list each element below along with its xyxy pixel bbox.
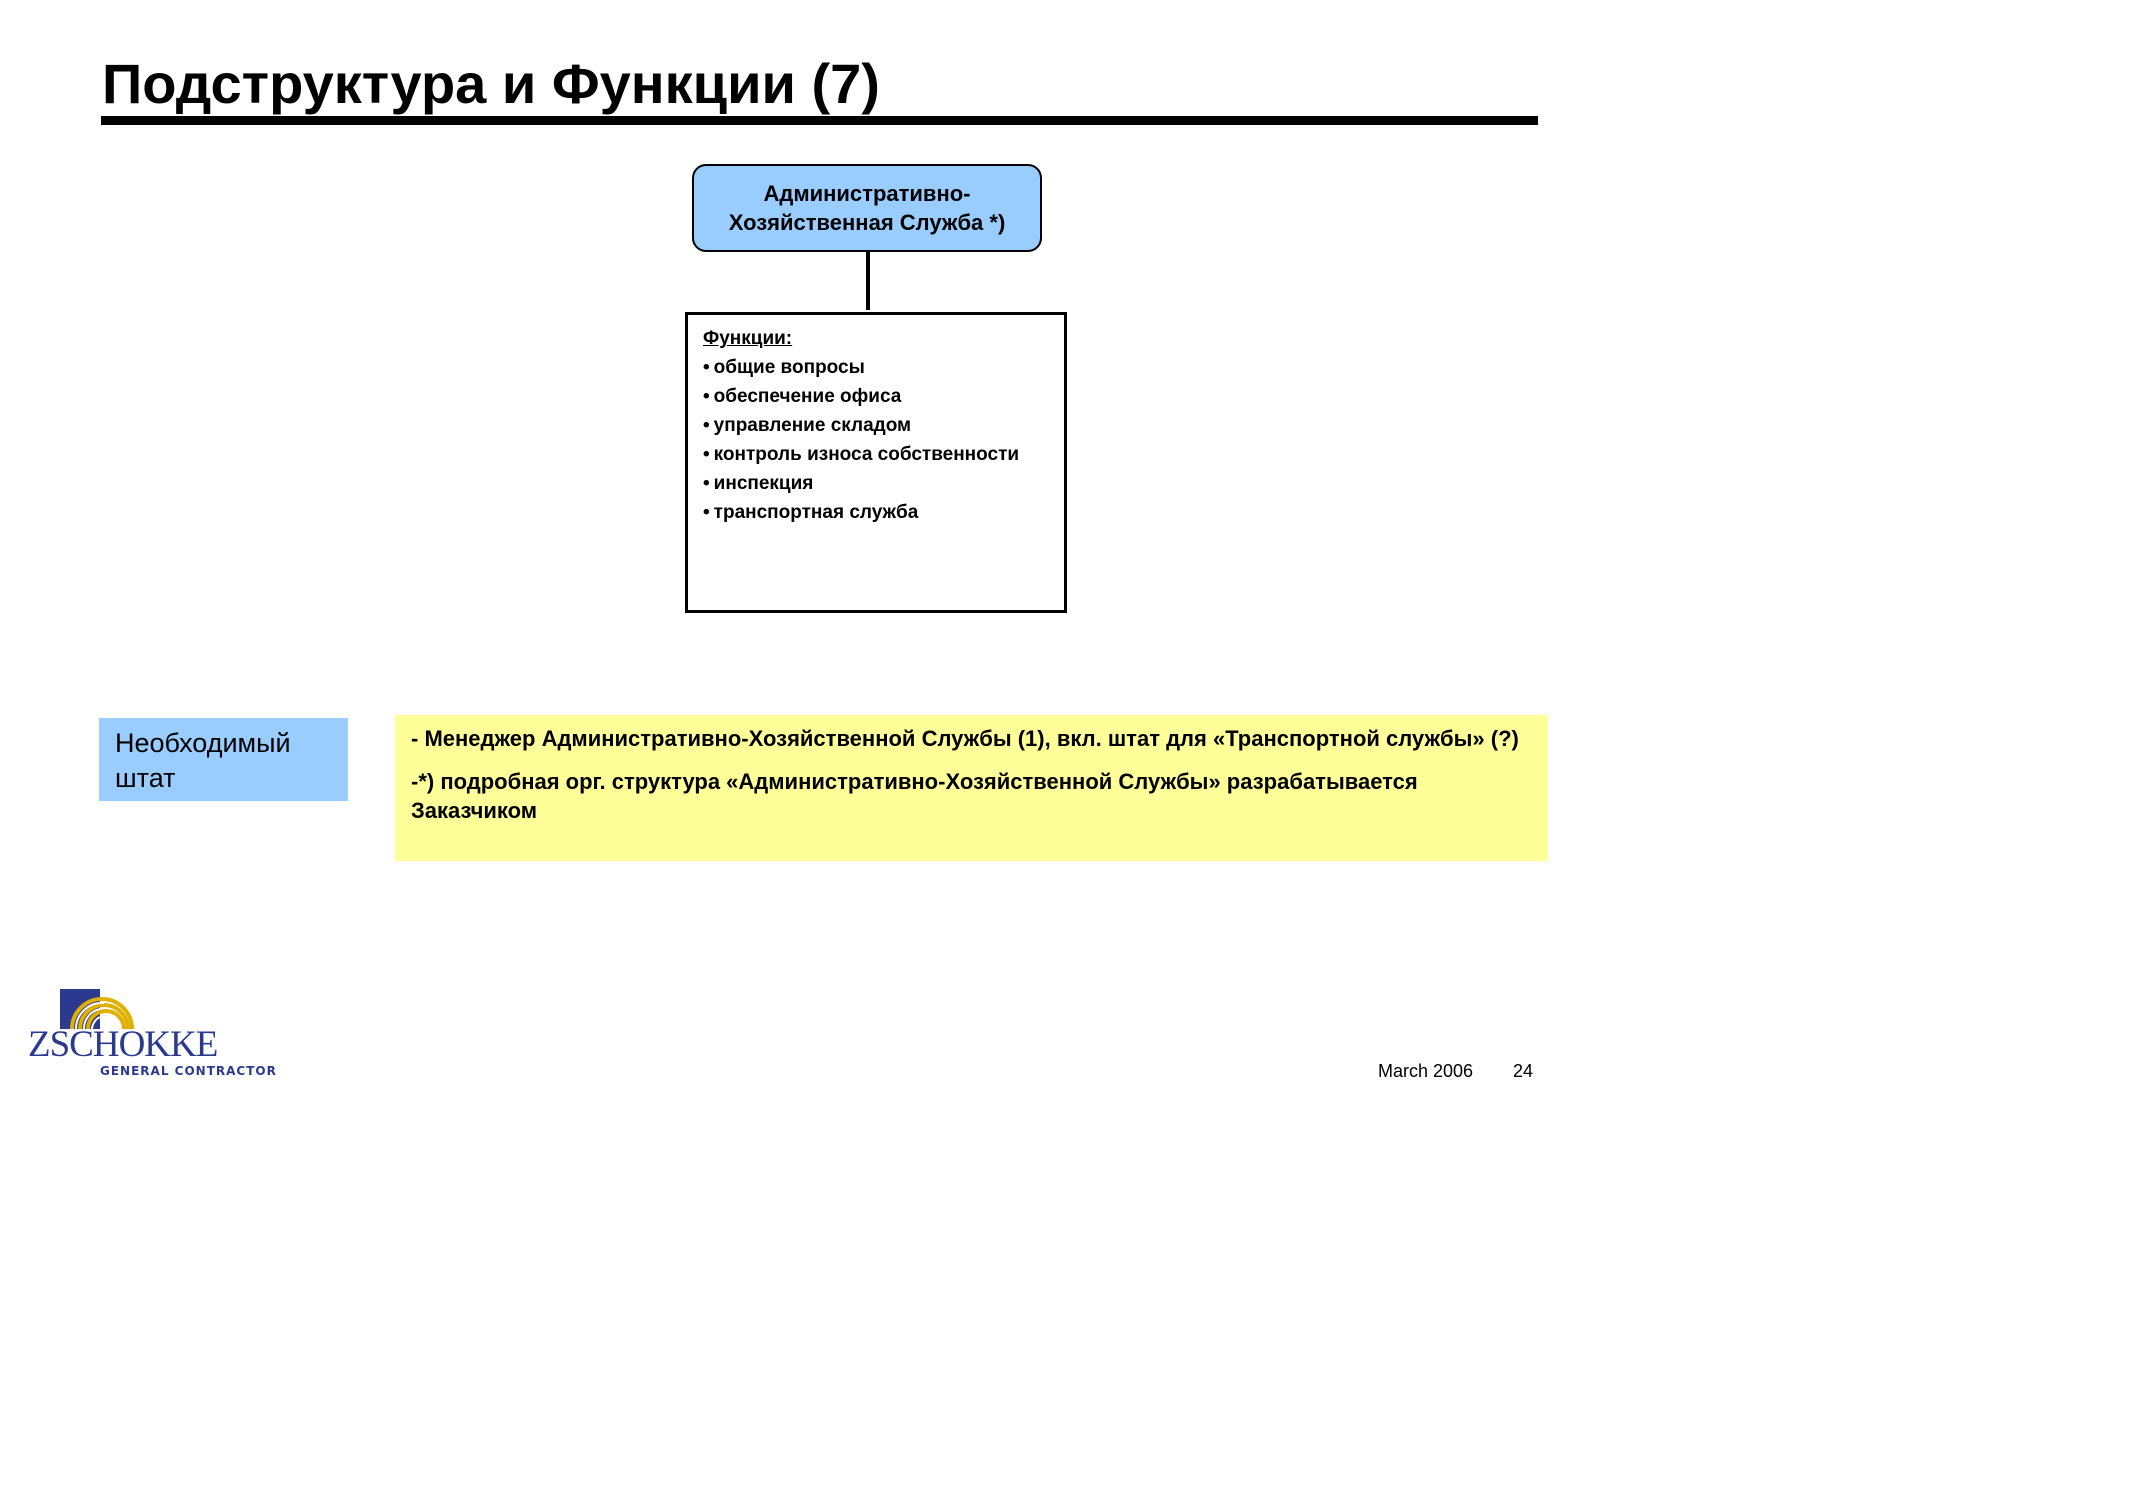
functions-list <box>703 353 1064 527</box>
list-item <box>703 498 1064 527</box>
logo-arc-icon <box>60 985 140 1029</box>
function-item-text: инспекция <box>713 473 814 494</box>
bullet-icon: • <box>703 444 710 465</box>
bullet-icon: • <box>703 357 710 378</box>
list-item <box>703 440 1064 469</box>
department-box <box>692 164 1042 252</box>
logo-wordmark: ZSCHOKKE <box>28 1024 218 1065</box>
staff-note-footnote: -*) подробная орг. структура «Административно-Хозяйственной Службы» разрабатывается Заказчиком <box>411 769 1418 823</box>
required-staff-label <box>99 718 348 801</box>
list-item <box>703 382 1064 411</box>
org-connector-line <box>866 252 870 310</box>
required-staff-notes <box>395 715 1548 861</box>
staff-note-manager: - Менеджер Административно-Хозяйственной Службы (1), вкл. штат для «Транспортной службы» (?) <box>411 726 1519 751</box>
title-underline <box>101 116 1538 125</box>
bullet-icon: • <box>703 502 710 523</box>
department-name-line1: Административно- <box>763 181 971 206</box>
function-item-text: транспортная служба <box>713 502 919 523</box>
function-item-text: общие вопросы <box>713 357 865 378</box>
page-number: 24 <box>1513 1061 1534 1081</box>
functions-heading: Функции: <box>703 328 793 349</box>
function-item-text: обеспечение офиса <box>713 386 902 407</box>
required-staff-label-line1: Необходимый <box>115 728 291 758</box>
bullet-icon: • <box>703 386 710 407</box>
function-item-text: управление складом <box>713 415 912 436</box>
function-item-text: контроль износа собственности <box>713 444 1020 465</box>
company-logo <box>28 985 277 1080</box>
required-staff-label-line2: штат <box>115 763 176 793</box>
list-item <box>703 411 1064 440</box>
footer-date: March 2006 <box>1378 1061 1474 1081</box>
list-item <box>703 469 1064 498</box>
list-item <box>703 353 1064 382</box>
logo-tagline: GENERAL CONTRACTOR <box>100 1064 277 1078</box>
department-name-line2: Хозяйственная Служба *) <box>728 210 1006 235</box>
bullet-icon: • <box>703 473 710 494</box>
slide-title: Подструктура и Функции (7) <box>102 52 880 115</box>
functions-box <box>685 312 1067 613</box>
bullet-icon: • <box>703 415 710 436</box>
